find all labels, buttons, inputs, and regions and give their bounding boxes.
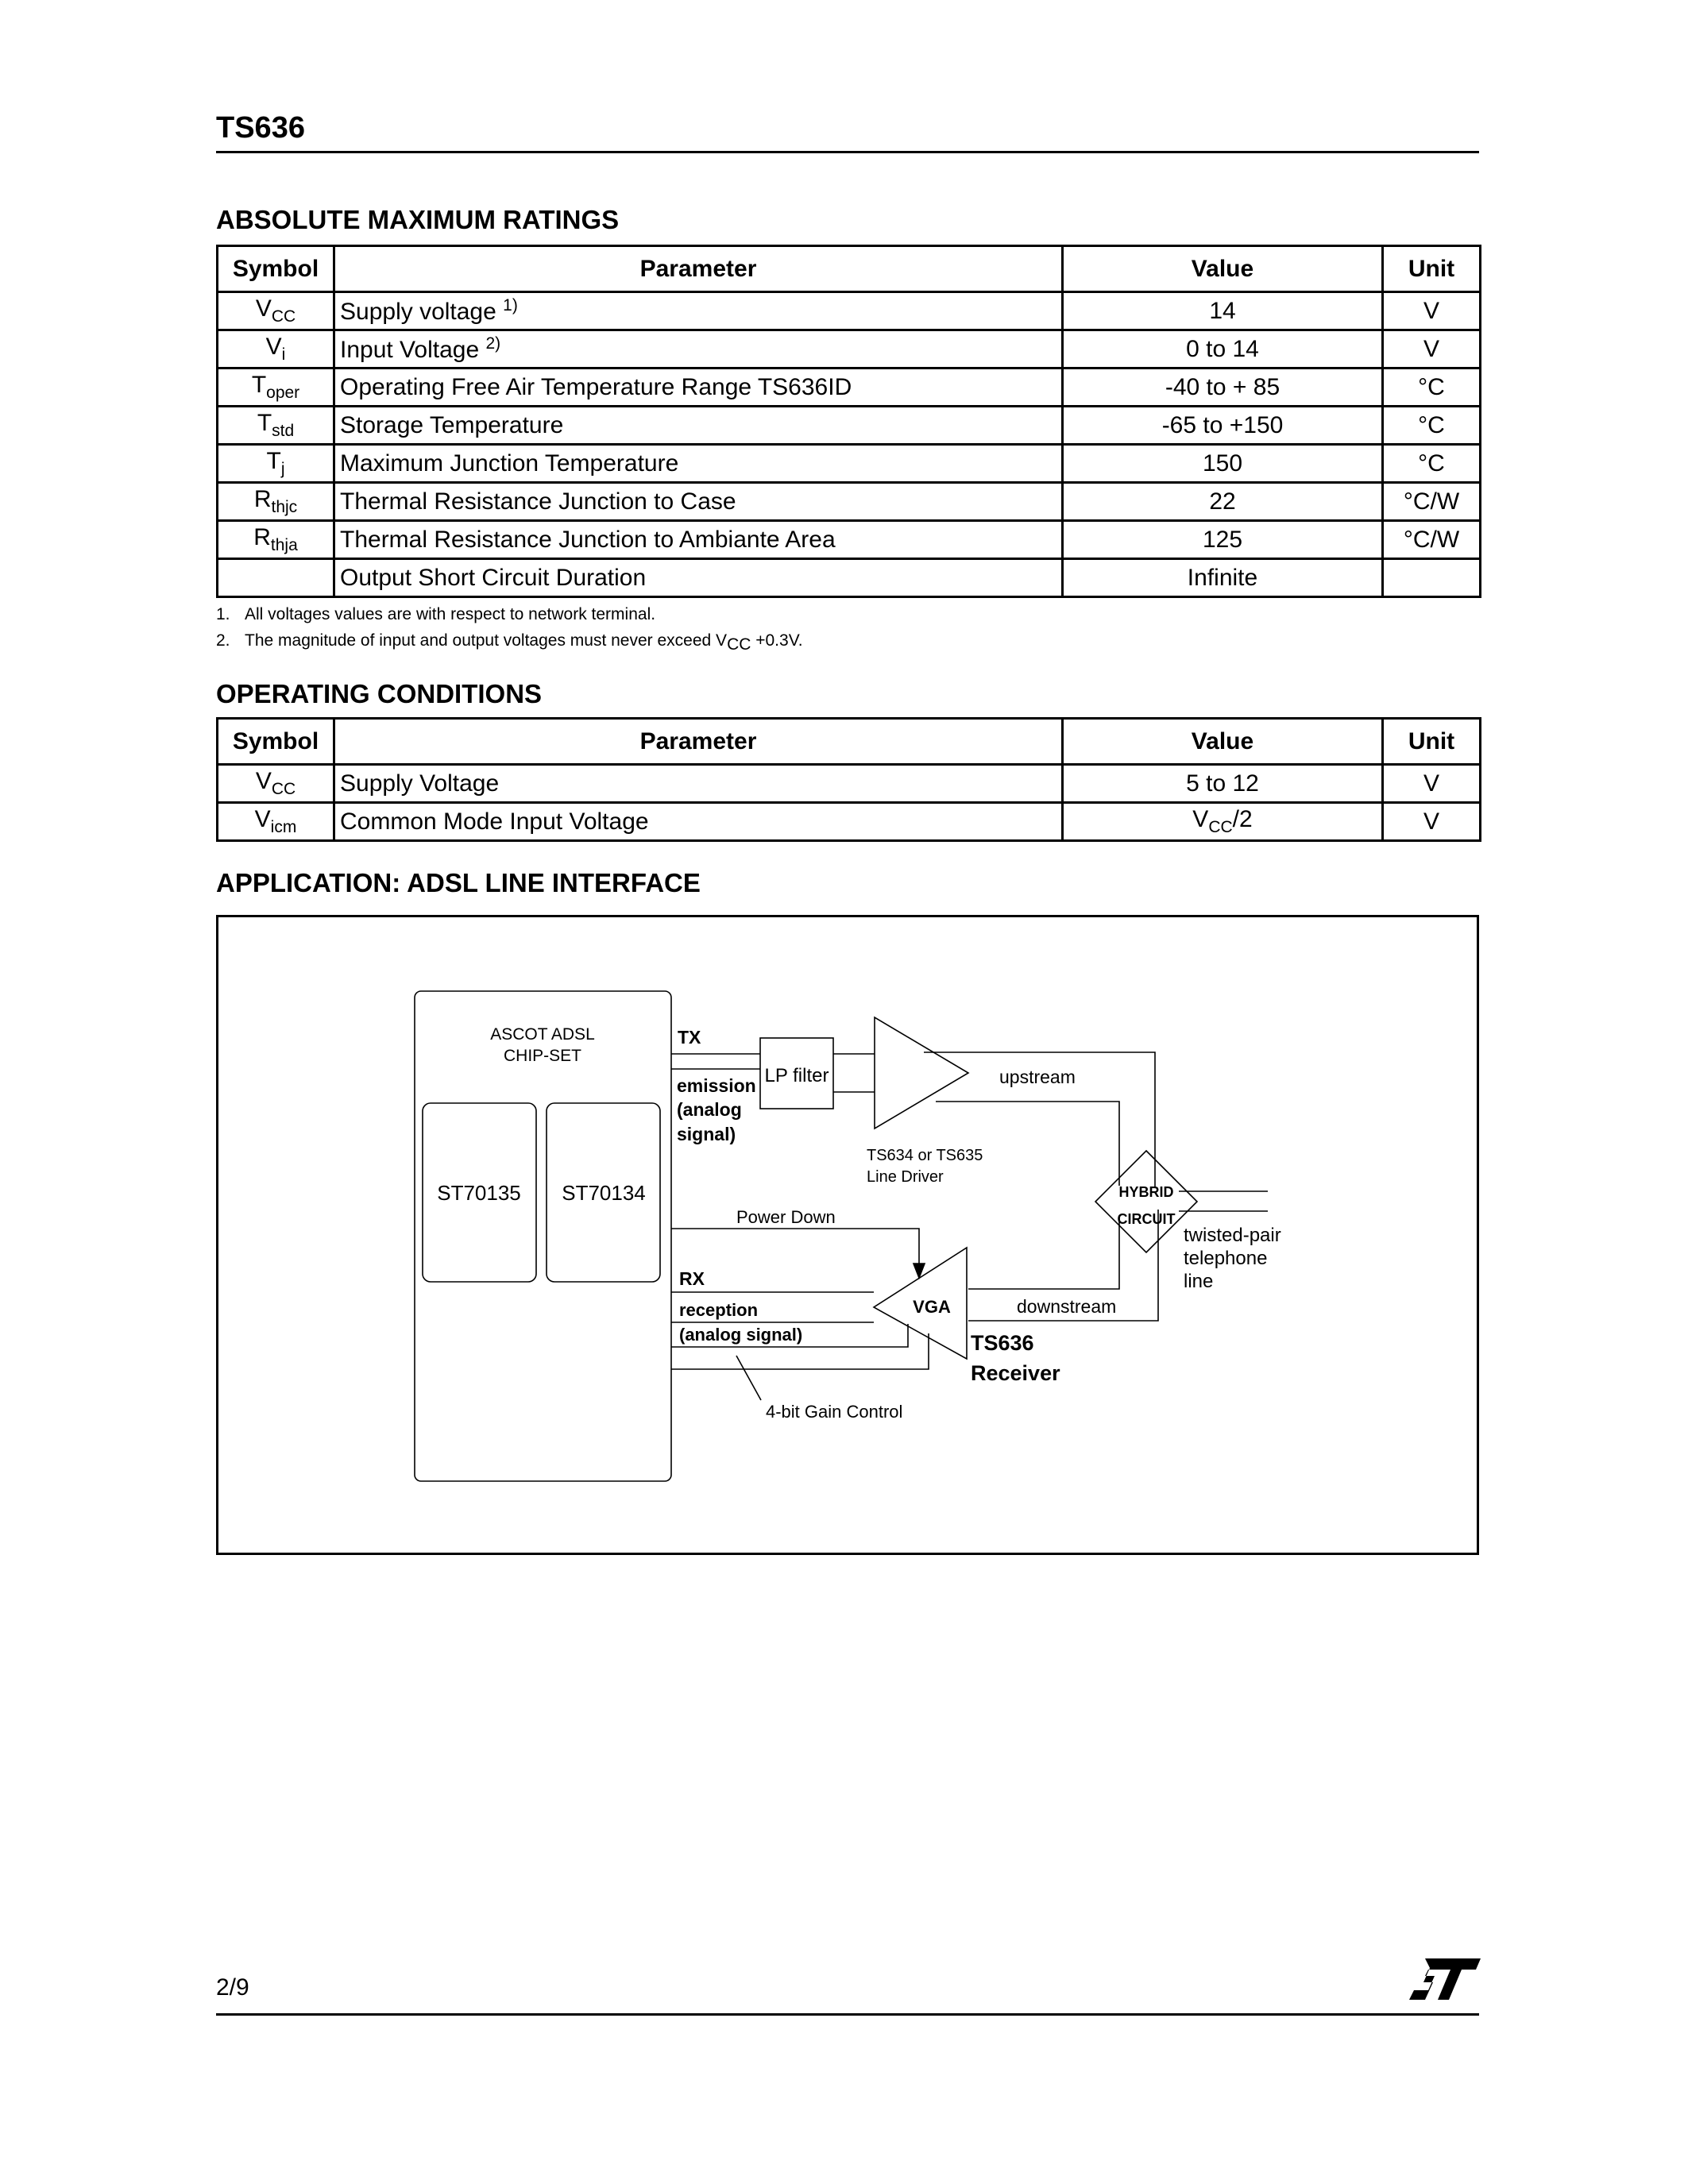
footer-rule [216, 2013, 1479, 2016]
line-driver-label-line1: TS634 or TS635 [867, 1147, 983, 1164]
tx-label: TX [678, 1027, 701, 1048]
table-row [218, 765, 1481, 803]
value-cell: Infinite [1063, 559, 1383, 597]
section-title-abs-max: ABSOLUTE MAXIMUM RATINGS [216, 205, 620, 234]
signal-label: signal) [677, 1124, 736, 1144]
parameter-cell: Maximum Junction Temperature [334, 445, 1063, 483]
table-row [218, 483, 1481, 521]
analog-label: (analog [677, 1099, 742, 1120]
gain-control-label: 4-bit Gain Control [766, 1402, 903, 1422]
vga-label: VGA [913, 1297, 951, 1317]
symbol-cell: $T_j$ [218, 445, 334, 483]
parameter-cell: Supply Voltage [334, 765, 1063, 803]
op-cond-table [216, 717, 1481, 842]
footnote-2: 2. The magnitude of input and output voltages must never exceed $V_{CC} +0.3V$. [216, 631, 803, 654]
hybrid-label-line1: HYBRID [1118, 1184, 1174, 1200]
chipset-label-line1: ASCOT ADSL [490, 1025, 595, 1044]
symbol-cell: $V_{icm}$ [218, 803, 334, 841]
symbol-cell: $V_i$ [218, 330, 334, 369]
upstream-label: upstream [999, 1067, 1076, 1087]
analog-signal-label: (analog signal) [679, 1325, 803, 1345]
table-row [218, 292, 1481, 330]
chip-st70134-label: ST70134 [562, 1181, 646, 1205]
receiver-label-line1: TS636 [971, 1331, 1034, 1355]
parameter-cell: Thermal Resistance Junction to Case [334, 483, 1063, 521]
parameter-cell: Input Voltage $^{2)}$ [334, 330, 1063, 369]
unit-cell: V [1383, 765, 1481, 803]
footnote-1: 1. All voltages values are with respect to network terminal. [216, 605, 656, 623]
line-driver-label-line2: Line Driver [867, 1168, 944, 1186]
parameter-cell: Supply voltage $^{1)}$ [334, 292, 1063, 330]
value-cell: -40 to + 85 [1063, 369, 1383, 407]
header-rule [216, 151, 1479, 153]
table-row [218, 521, 1481, 559]
col-header: Unit [1383, 246, 1481, 292]
value-cell: $V_{CC}/2$ [1063, 803, 1383, 841]
parameter-cell: Thermal Resistance Junction to Ambiante Area [334, 521, 1063, 559]
parameter-cell: Operating Free Air Temperature Range TS636ID [334, 369, 1063, 407]
twisted-pair-label-line2: telephone [1184, 1248, 1268, 1269]
col-header: Parameter [334, 719, 1063, 765]
symbol-cell: $R_{thja}$ [218, 521, 334, 559]
col-header: Value [1063, 246, 1383, 292]
document-title: TS636 [216, 111, 305, 145]
table-header-row [218, 246, 1481, 292]
abs-max-table [216, 245, 1481, 598]
section-title-application: APPLICATION: ADSL LINE INTERFACE [216, 868, 701, 897]
unit-cell: °C [1383, 445, 1481, 483]
receiver-label-line2: Receiver [971, 1361, 1060, 1385]
page-number: 2/9 [216, 1974, 249, 2001]
unit-cell: °C/W [1383, 483, 1481, 521]
unit-cell: V [1383, 330, 1481, 369]
value-cell: 22 [1063, 483, 1383, 521]
reception-label: reception [679, 1300, 759, 1320]
symbol-cell: $R_{thjc}$ [218, 483, 334, 521]
unit-cell: V [1383, 292, 1481, 330]
power-down-label: Power Down [736, 1207, 836, 1227]
table-header-row [218, 719, 1481, 765]
value-cell: 125 [1063, 521, 1383, 559]
lp-filter-label: LP filter [764, 1065, 829, 1086]
parameter-cell: Storage Temperature [334, 407, 1063, 445]
value-cell: 150 [1063, 445, 1383, 483]
col-header: Parameter [334, 246, 1063, 292]
unit-cell: °C [1383, 407, 1481, 445]
symbol-cell: $V_{CC}$ [218, 765, 334, 803]
chipset-label-line2: CHIP-SET [503, 1047, 582, 1065]
parameter-cell: Output Short Circuit Duration [334, 559, 1063, 597]
parameter-cell: Common Mode Input Voltage [334, 803, 1063, 841]
col-header: Unit [1383, 719, 1481, 765]
chip-st70135-label: ST70135 [437, 1181, 521, 1205]
table-row [218, 407, 1481, 445]
st-logo [1406, 1955, 1482, 2007]
unit-cell: °C/W [1383, 521, 1481, 559]
value-cell: -65 to +150 [1063, 407, 1383, 445]
symbol-cell [218, 559, 334, 597]
section-title-op-cond: OPERATING CONDITIONS [216, 679, 543, 708]
twisted-pair-label-line1: twisted-pair [1184, 1225, 1281, 1246]
twisted-pair-label-line3: line [1184, 1271, 1214, 1292]
diagram-frame [216, 915, 1479, 1555]
rx-label: RX [679, 1268, 705, 1289]
hybrid-label-line2: CIRCUIT [1117, 1211, 1176, 1227]
value-cell: 5 to 12 [1063, 765, 1383, 803]
col-header: Symbol [218, 719, 334, 765]
value-cell: 0 to 14 [1063, 330, 1383, 369]
table-row [218, 803, 1481, 841]
unit-cell: °C [1383, 369, 1481, 407]
symbol-cell: $T_{oper}$ [218, 369, 334, 407]
emission-label: emission [677, 1075, 756, 1096]
symbol-cell: $T_{std}$ [218, 407, 334, 445]
value-cell: 14 [1063, 292, 1383, 330]
col-header: Value [1063, 719, 1383, 765]
unit-cell [1383, 559, 1481, 597]
unit-cell: V [1383, 803, 1481, 841]
downstream-label: downstream [1017, 1296, 1117, 1317]
table-row [218, 445, 1481, 483]
col-header: Symbol [218, 246, 334, 292]
table-row [218, 369, 1481, 407]
table-row [218, 330, 1481, 369]
symbol-cell: $V_{CC}$ [218, 292, 334, 330]
table-row [218, 559, 1481, 597]
st-logo-icon [1406, 1955, 1482, 2003]
